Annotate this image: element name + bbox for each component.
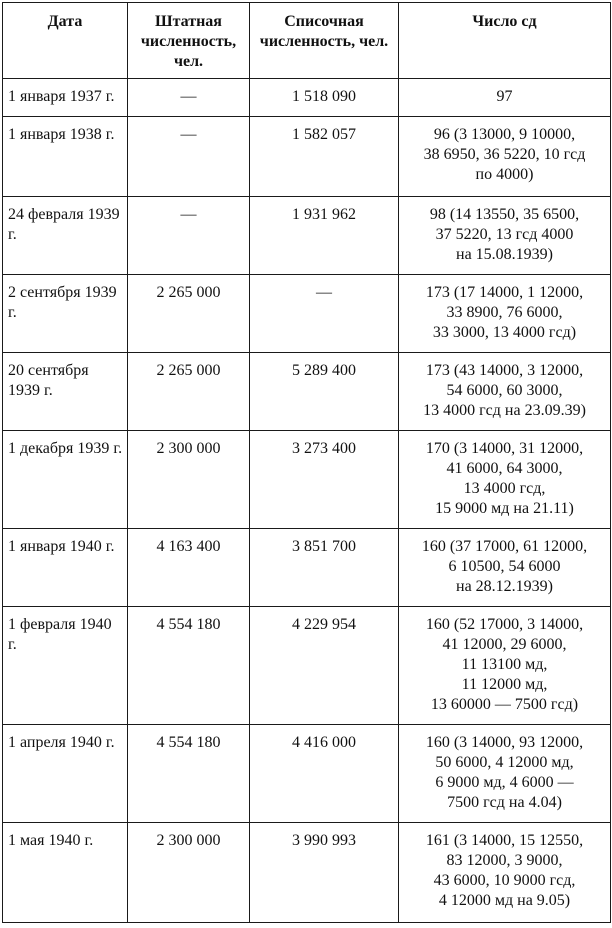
division-line: 13 4000 гсд на 23.09.39) bbox=[423, 402, 586, 419]
cell-date: 24 февраля 1939 г. bbox=[3, 197, 128, 275]
division-line: 170 (3 14000, 31 12000, bbox=[425, 440, 584, 457]
cell-roster-strength: 1 582 057 bbox=[250, 117, 399, 197]
division-line: на 28.12.1939) bbox=[456, 578, 553, 595]
division-line: 161 (3 14000, 15 12550, bbox=[425, 832, 584, 849]
division-line: 160 (3 14000, 93 12000, bbox=[425, 734, 584, 751]
header-row bbox=[3, 3, 611, 79]
cell-date: 1 декабря 1939 г. bbox=[3, 431, 128, 529]
division-line: 96 (3 13000, 9 10000, bbox=[433, 126, 576, 143]
table-row bbox=[3, 431, 611, 529]
cell-date: 1 апреля 1940 г. bbox=[3, 725, 128, 823]
division-line: 83 12000, 3 9000, bbox=[446, 852, 563, 869]
division-line: 13 60000 — 7500 гсд) bbox=[430, 696, 579, 713]
cell-division-count bbox=[399, 197, 611, 275]
cell-date: 1 января 1938 г. bbox=[3, 117, 128, 197]
division-line: на 15.08.1939) bbox=[456, 246, 553, 263]
division-line: 11 13100 мд, bbox=[461, 656, 548, 673]
table-row bbox=[3, 823, 611, 923]
cell-date: 20 сентября 1939 г. bbox=[3, 353, 128, 431]
strength-table bbox=[2, 2, 611, 923]
division-line: 160 (37 17000, 61 12000, bbox=[421, 538, 588, 555]
division-line: 50 6000, 4 12000 мд, bbox=[435, 754, 574, 771]
division-line: 13 4000 гсд, bbox=[463, 480, 546, 497]
table-row bbox=[3, 117, 611, 197]
table-row bbox=[3, 529, 611, 607]
cell-staff-strength: 2 265 000 bbox=[128, 353, 250, 431]
division-line: 98 (14 13550, 35 6500, bbox=[429, 206, 580, 223]
division-line: по 4000) bbox=[475, 166, 534, 183]
division-line: 15 9000 мд на 21.11) bbox=[435, 500, 574, 517]
division-line: 4 12000 мд на 9.05) bbox=[438, 892, 571, 909]
division-line: 33 8900, 76 6000, bbox=[446, 304, 563, 321]
division-line: 37 5220, 13 гсд 4000 bbox=[435, 226, 574, 243]
division-line: 33 3000, 13 4000 гсд) bbox=[432, 324, 577, 341]
cell-date: 1 января 1940 г. bbox=[3, 529, 128, 607]
table-row bbox=[3, 353, 611, 431]
table-body bbox=[3, 79, 611, 923]
division-line: 7500 гсд на 4.04) bbox=[447, 794, 562, 811]
cell-date: 1 января 1937 г. bbox=[3, 79, 128, 117]
cell-staff-strength: 4 554 180 bbox=[128, 607, 250, 725]
cell-staff-strength: — bbox=[128, 79, 250, 117]
table-row bbox=[3, 607, 611, 725]
cell-staff-strength: 2 300 000 bbox=[128, 823, 250, 923]
division-line: 173 (17 14000, 1 12000, bbox=[425, 284, 584, 301]
table-row bbox=[3, 79, 611, 117]
cell-division-count bbox=[399, 823, 611, 923]
header-roster-strength: Списочная численность, чел. bbox=[250, 3, 399, 79]
division-line: 11 12000 мд, bbox=[461, 676, 548, 693]
cell-date: 1 февраля 1940 г. bbox=[3, 607, 128, 725]
cell-division-count bbox=[399, 353, 611, 431]
cell-roster-strength: 3 273 400 bbox=[250, 431, 399, 529]
cell-roster-strength: 4 229 954 bbox=[250, 607, 399, 725]
division-line: 54 6000, 60 3000, bbox=[446, 382, 563, 399]
cell-division-count bbox=[399, 275, 611, 353]
cell-division-count bbox=[399, 79, 611, 117]
table-row bbox=[3, 725, 611, 823]
cell-staff-strength: 4 554 180 bbox=[128, 725, 250, 823]
cell-roster-strength: — bbox=[250, 275, 399, 353]
division-line: 160 (52 17000, 3 14000, bbox=[425, 616, 584, 633]
cell-roster-strength: 5 289 400 bbox=[250, 353, 399, 431]
cell-staff-strength: — bbox=[128, 197, 250, 275]
division-line: 41 6000, 64 3000, bbox=[446, 460, 563, 477]
cell-roster-strength: 1 518 090 bbox=[250, 79, 399, 117]
cell-staff-strength: 2 300 000 bbox=[128, 431, 250, 529]
division-line: 41 12000, 29 6000, bbox=[442, 636, 567, 653]
header-division-count: Число сд bbox=[399, 3, 611, 79]
cell-roster-strength: 3 990 993 bbox=[250, 823, 399, 923]
cell-division-count bbox=[399, 725, 611, 823]
division-line: 43 6000, 10 9000 гсд, bbox=[433, 872, 576, 889]
header-date: Дата bbox=[3, 3, 128, 79]
division-line: 38 6950, 36 5220, 10 гсд bbox=[423, 146, 586, 163]
cell-roster-strength: 1 931 962 bbox=[250, 197, 399, 275]
cell-roster-strength: 4 416 000 bbox=[250, 725, 399, 823]
cell-date: 2 сентября 1939 г. bbox=[3, 275, 128, 353]
table-row bbox=[3, 275, 611, 353]
division-line: 6 10500, 54 6000 bbox=[448, 558, 561, 575]
cell-staff-strength: — bbox=[128, 117, 250, 197]
cell-staff-strength: 2 265 000 bbox=[128, 275, 250, 353]
division-line: 173 (43 14000, 3 12000, bbox=[425, 362, 584, 379]
cell-staff-strength: 4 163 400 bbox=[128, 529, 250, 607]
cell-division-count bbox=[399, 529, 611, 607]
table-row bbox=[3, 197, 611, 275]
cell-roster-strength: 3 851 700 bbox=[250, 529, 399, 607]
cell-date: 1 мая 1940 г. bbox=[3, 823, 128, 923]
division-line: 97 bbox=[496, 88, 513, 105]
cell-division-count bbox=[399, 117, 611, 197]
cell-division-count bbox=[399, 431, 611, 529]
division-line: 6 9000 мд, 4 6000 — bbox=[435, 774, 574, 791]
header-staff-strength: Штатная численность, чел. bbox=[128, 3, 250, 79]
cell-division-count bbox=[399, 607, 611, 725]
